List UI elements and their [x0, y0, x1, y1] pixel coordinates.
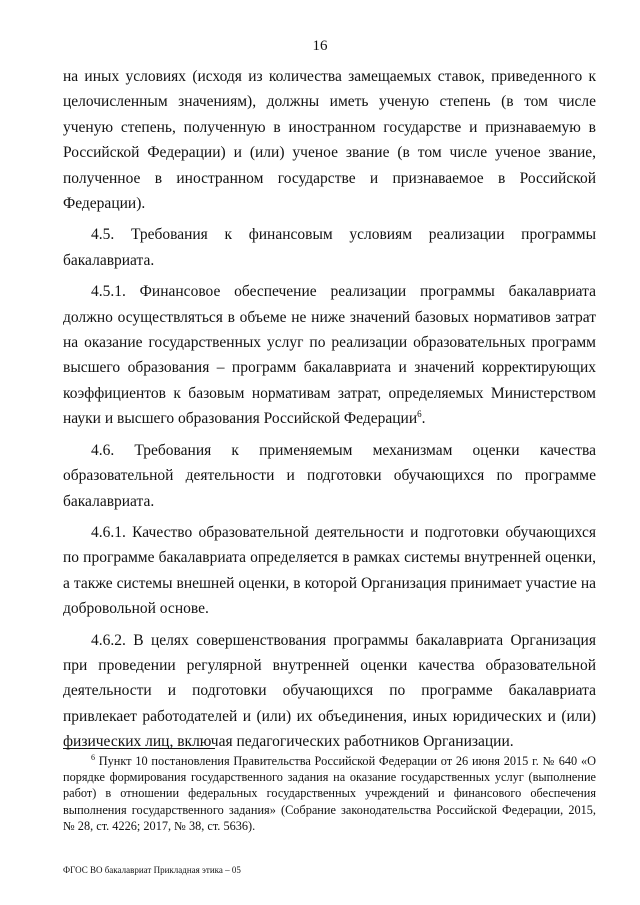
- paragraph-4-5-1-tail: .: [421, 410, 426, 428]
- footnote-divider: [63, 748, 215, 749]
- page-footer: ФГОС ВО бакалавриат Прикладная этика – 05: [63, 865, 241, 875]
- paragraph-section-4-6-1: 4.6.1. Качество образовательной деятельности и подготовки обучающихся по программе бакалавриата определяется в рамках системы внутренней оценки, а также системы внешней оценки, в которой Организация принимает участие на добровольной основе.: [63, 523, 596, 618]
- paragraph-4-5-1-text: 4.5.1. Финансовое обеспечение реализации программы бакалавриата должно осуществляться в объеме не ниже значений базовых нормативов затрат на оказание государственных услуг по реализации образовательных программ высшего образования – программ бакалавриата и значений корректирующих коэффициентов к базовым нормативам затрат, определяемых Министерством науки и высшего образования Российской Федерации: [63, 283, 596, 428]
- footnote-text: Пункт 10 постановления Правительства Российской Федерации от 26 июня 2015 г. № 640 «О порядке формирования государственного задания на оказание государственных услуг (выполнение работ) в отношении федеральных государственных учреждений и финансового обеспечения выполнения государственного задания» (Собрание законодательства Российской Федерации, 2015, № 28, ст. 4226; 2017, № 38, ст. 5636).: [63, 754, 596, 833]
- paragraph-continuation: на иных условиях (исходя из количества замещаемых ставок, приведенного к целочисленным значениям), должны иметь ученую степень (в том числе ученую степень, полученную в иностранном государстве и признаваемую в Российской Федерации) и (или) ученое звание (в том числе ученое звание, полученное в иностранном государстве и признаваемое в Российской Федерации).: [63, 68, 596, 213]
- paragraph-section-4-6-2: 4.6.2. В целях совершенствования программы бакалавриата Организация при проведении регулярной внутренней оценки качества образовательной деятельности и подготовки обучающихся по программе бакалавриата привлекает работодателей и (или) их объединения, иных юридических и (или) физических лиц, включая педагогических работников Организации.: [63, 631, 596, 751]
- footnote-reference-6[interactable]: 6: [417, 409, 422, 420]
- paragraph-section-4-5: 4.5. Требования к финансовым условиям реализации программы бакалавриата.: [63, 226, 596, 269]
- document-body: [63, 64, 596, 761]
- paragraph-section-4-6: 4.6. Требования к применяемым механизмам оценки качества образовательной деятельности и подготовки обучающихся по программе бакалавриата.: [63, 441, 596, 510]
- paragraph-section-4-5-1: [63, 279, 596, 431]
- footnote-marker: 6: [91, 752, 95, 762]
- footnote: [63, 753, 596, 834]
- page-number: 16: [312, 38, 328, 54]
